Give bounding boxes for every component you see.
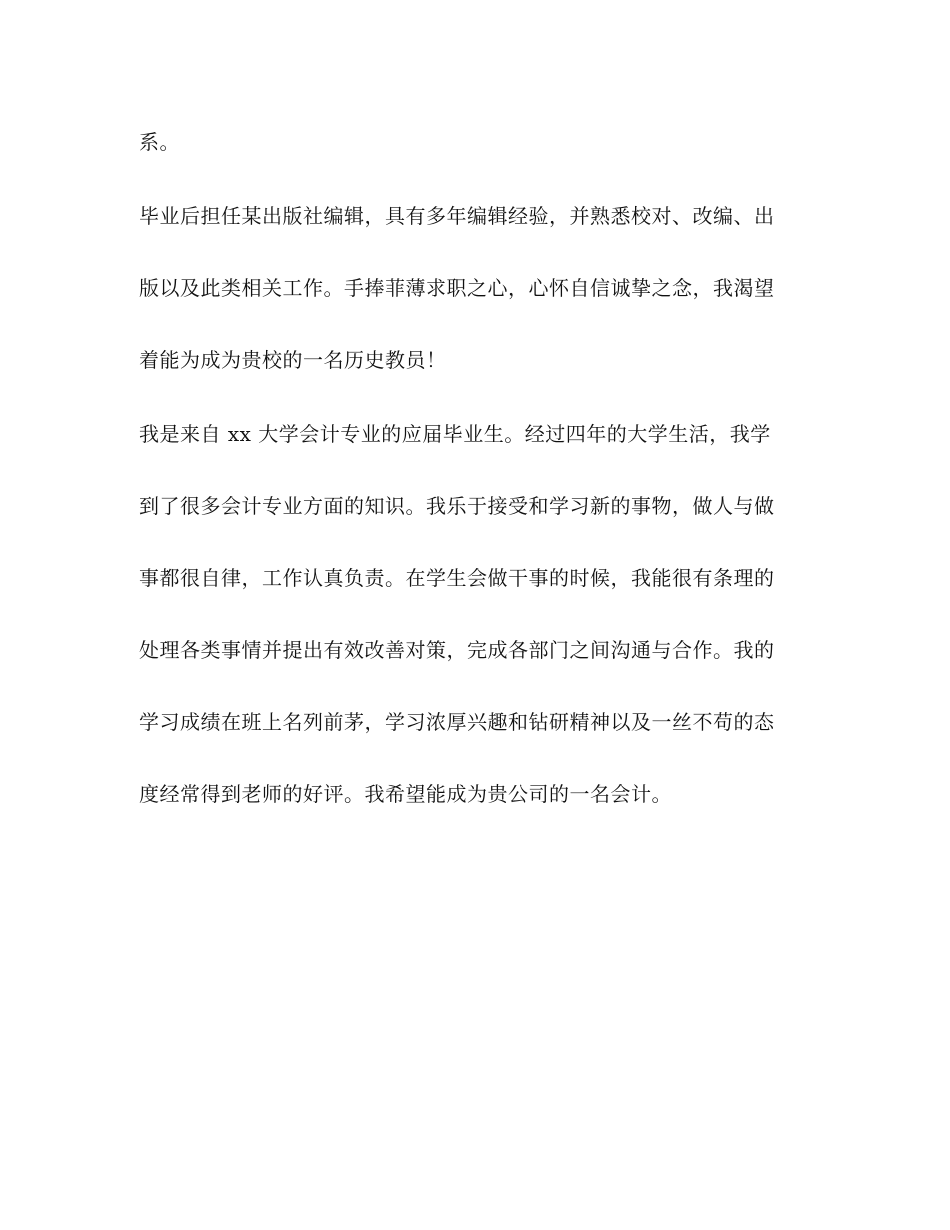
text-line: 我是来自 xx 大学会计专业的应届毕业生。经过四年的大学生活，我学 (139, 422, 771, 446)
text-line: 事都很自律，工作认真负责。在学生会做干事的时候，我能很有条理的 (139, 566, 775, 590)
text-line: 系。 (139, 130, 180, 154)
text-line: 毕业后担任某出版社编辑，具有多年编辑经验，并熟悉校对、改编、出 (139, 204, 775, 228)
text-line: 处理各类事情并提出有效改善对策，完成各部门之间沟通与合作。我的 (139, 638, 775, 662)
text-line: 版以及此类相关工作。手捧菲薄求职之心，心怀自信诚挚之念，我渴望 (139, 276, 775, 300)
text-line: 着能为成为贵校的一名历史教员！ (139, 348, 447, 372)
text-line: 到了很多会计专业方面的知识。我乐于接受和学习新的事物，做人与做 (139, 494, 775, 518)
text-line: 度经常得到老师的好评。我希望能成为贵公司的一名会计。 (139, 782, 672, 806)
text-line: 学习成绩在班上名列前茅，学习浓厚兴趣和钻研精神以及一丝不苟的态 (139, 710, 775, 734)
